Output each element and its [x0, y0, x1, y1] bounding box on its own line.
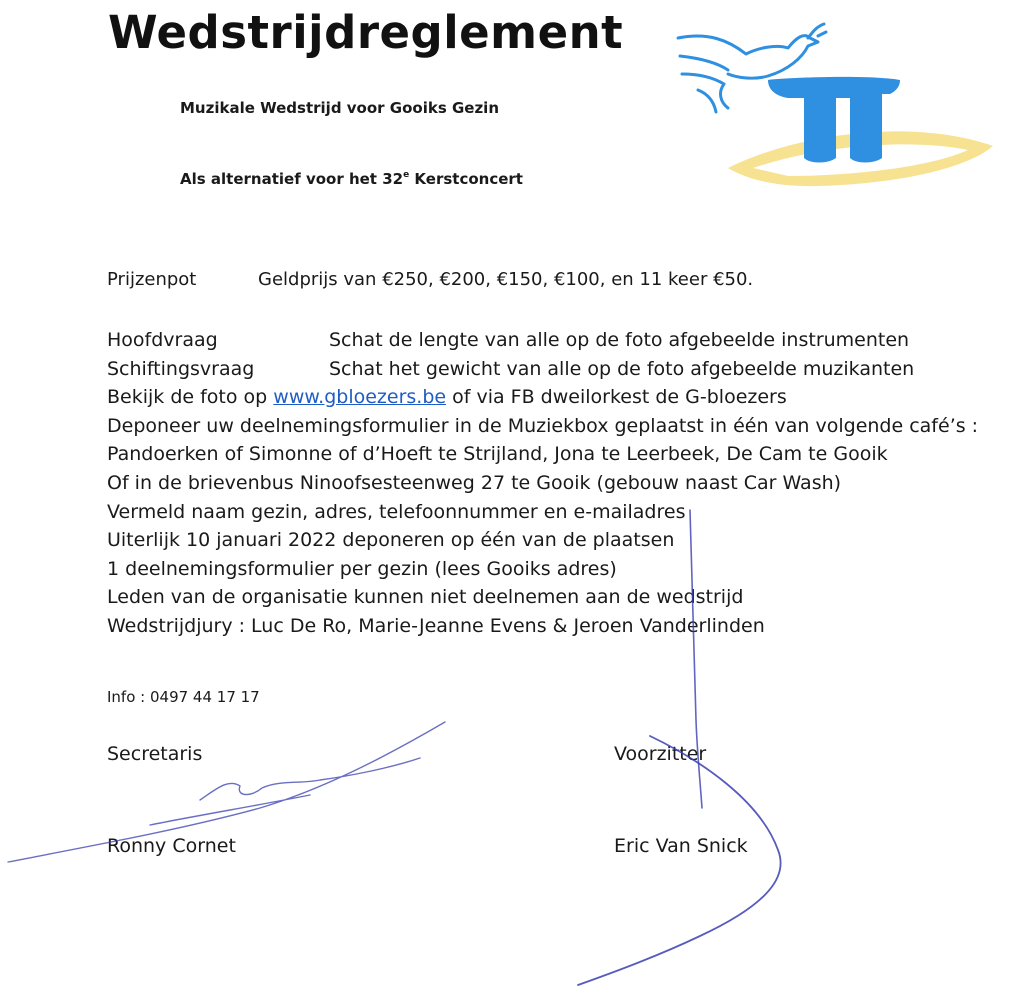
- chair-name: Eric Van Snick: [614, 835, 748, 857]
- members-line: Leden van de organisatie kunnen niet deelnemen aan de wedstrijd: [107, 586, 744, 609]
- rules-block: [107, 326, 978, 641]
- tiebreak-row: [107, 355, 978, 384]
- prize-text: Geldprijs van €250, €200, €150, €100, en 11 keer €50.: [258, 269, 754, 290]
- secretary-name: Ronny Cornet: [107, 835, 236, 857]
- logo-dove: [678, 24, 826, 112]
- prize-label: Prijzenpot: [107, 269, 197, 290]
- mention-line: Vermeld naam gezin, adres, telefoonnummer en e-mailadres: [107, 500, 686, 523]
- alternative-suffix: Kerstconcert: [409, 170, 523, 188]
- tiebreak-text: Schat het gewicht van alle op de foto afgebeelde muzikanten: [329, 357, 915, 380]
- secretary-label: Secretaris: [107, 743, 203, 765]
- chair-signature-curve: [578, 736, 781, 985]
- photo-prefix: Bekijk de foto op: [107, 386, 274, 409]
- deadline-line: Uiterlijk 10 januari 2022 deponeren op één van de plaatsen: [107, 529, 675, 552]
- main-question-label: Hoofdvraag: [107, 329, 218, 351]
- one-form-line: 1 deelnemingsformulier per gezin (lees Gooiks adres): [107, 557, 617, 580]
- photo-row: [107, 383, 978, 412]
- deposit-line: Deponeer uw deelnemingsformulier in de Muziekbox geplaatst in één van volgende café’s :: [107, 414, 979, 437]
- document-title: Wedstrijdreglement: [108, 6, 624, 59]
- alternative-prefix: Als alternatief voor het 32: [180, 170, 404, 188]
- jury-line: Wedstrijdjury : Luc De Ro, Marie-Jeanne Evens & Jeroen Vanderlinden: [107, 614, 765, 637]
- main-question-text: Schat de lengte van alle op de foto afgebeelde instrumenten: [329, 329, 910, 351]
- cafes-line: Pandoerken of Simonne of d’Hoeft te Strijland, Jona te Leerbeek, De Cam te Gooik: [107, 443, 888, 466]
- chair-label: Voorzitter: [614, 743, 707, 765]
- alternative-superscript: e: [403, 170, 410, 180]
- info-phone: Info : 0497 44 17 17: [107, 688, 260, 706]
- tiebreak-label: Schiftingsvraag: [107, 357, 255, 380]
- alternative-line: [180, 170, 523, 188]
- mailbox-line: Of in de brievenbus Ninoofsesteenweg 27 te Gooik (gebouw naast Car Wash): [107, 471, 842, 494]
- website-link[interactable]: www.gbloezers.be: [273, 386, 447, 409]
- document-subtitle: Muzikale Wedstrijd voor Gooiks Gezin: [180, 99, 500, 117]
- dove-lyre-logo: [668, 18, 1000, 198]
- photo-suffix: of via FB dweilorkest de G-bloezers: [446, 386, 787, 409]
- main-question-row: [107, 326, 978, 355]
